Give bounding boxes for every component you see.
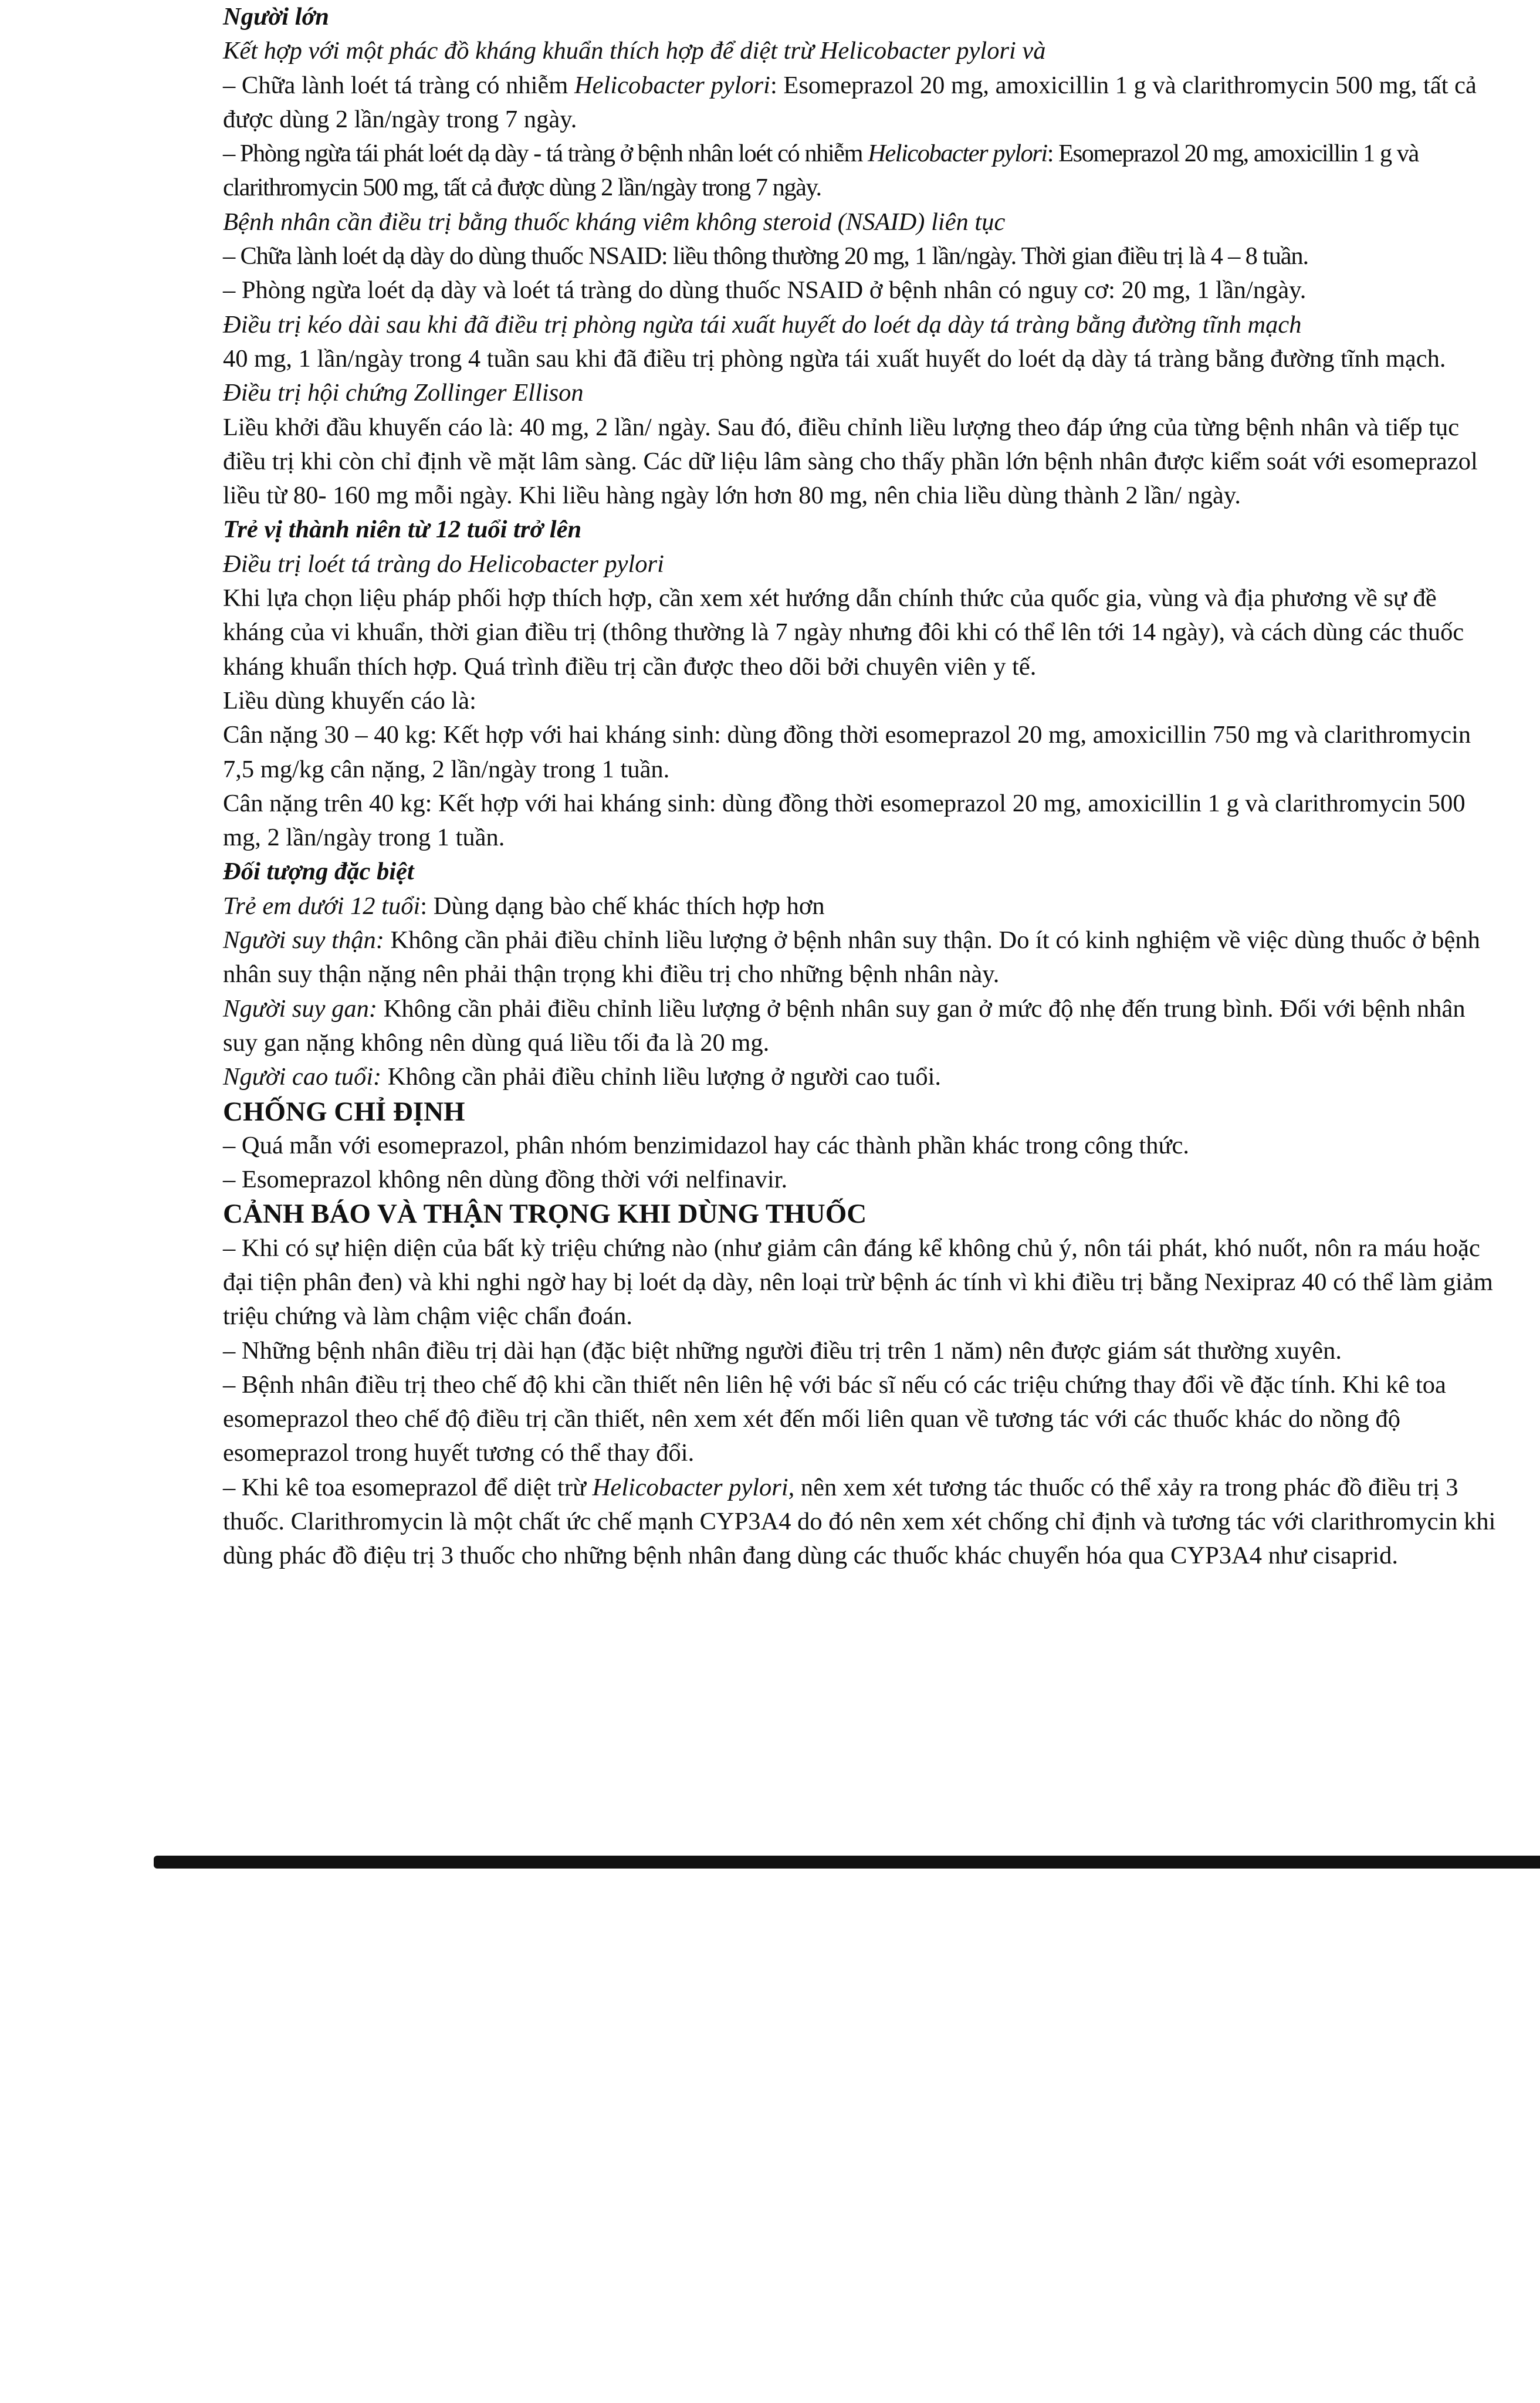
extended-treatment-heading: Điều trị kéo dài sau khi đã điều trị phòng ngừa tái xuất huyết do loét dạ dày tá tràng bằng đường tĩnh mạch — [223, 310, 1302, 339]
adolescents-subheading: Điều trị loét tá tràng do Helicobacter pylori — [223, 550, 664, 578]
page-bottom-rule — [154, 1856, 1540, 1869]
adults-intro: Kết hợp với một phác đồ kháng khuẩn thích hợp để diệt trừ Helicobacter pylori và — [223, 37, 1046, 65]
contraindications-item-1: – Quá mẫn với esomeprazol, phân nhóm benzimidazol hay các thành phần khác trong công thức. — [223, 1131, 1189, 1159]
warnings-item-1: – Khi có sự hiện diện của bất kỳ triệu chứng nào (như giảm cân đáng kể không chủ ý, nôn tái phát, khó nuốt, nôn ra máu hoặc đại tiện phân đen) và khi nghi ngờ hay bị loét dạ dày, nên loại trừ bệnh ác tính vì khi điều trị bằng Nexipraz 40 có thể làm giảm triệu chứng và làm chậm việc chẩn đoán. — [223, 1234, 1493, 1331]
section-adults-heading: Người lớn — [223, 3, 329, 31]
special-populations-heading: Đối tượng đặc biệt — [223, 858, 414, 886]
adolescents-dose-1: Cân nặng 30 – 40 kg: Kết hợp với hai kháng sinh: dùng đồng thời esomeprazol 20 mg, amoxicillin 750 mg và clarithromycin 7,5 mg/kg cân nặng, 2 lần/ngày trong 1 tuần. — [223, 721, 1471, 783]
warnings-heading: CẢNH BÁO VÀ THẬN TRỌNG KHI DÙNG THUỐC — [223, 1199, 867, 1230]
adolescents-text: Khi lựa chọn liệu pháp phối hợp thích hợp, cần xem xét hướng dẫn chính thức của quốc gia, vùng và địa phương về sự đề kháng của vi khuẩn, thời gian điều trị (thông thường là 7 ngày nhưng đôi khi có thể lên tới 14 ngày), và cách dùng các thuốc kháng khuẩn thích hợp. Quá trình điều trị cần được theo dõi bởi chuyên viên y tế. — [223, 584, 1464, 681]
contraindications-item-2: – Esomeprazol không nên dùng đồng thời với nelfinavir. — [223, 1166, 788, 1194]
zollinger-heading: Điều trị hội chứng Zollinger Ellison — [223, 379, 584, 407]
hepatic-impairment: Người suy gan: Không cần phải điều chỉnh liều lượng ở bệnh nhân suy gan ở mức độ nhẹ đến trung bình. Đối với bệnh nhân suy gan nặng không nên dùng quá liều tối đa là 20 mg. — [223, 994, 1465, 1057]
extended-treatment-text: 40 mg, 1 lần/ngày trong 4 tuần sau khi đã điều trị phòng ngừa tái xuất huyết do loét dạ dày tá tràng bằng đường tĩnh mạch. — [223, 344, 1446, 373]
adolescents-heading: Trẻ vị thành niên từ 12 tuổi trở lên — [223, 516, 582, 544]
adolescents-dose-intro: Liều dùng khuyến cáo là: — [223, 686, 476, 715]
document-body — [223, 0, 1502, 1573]
elderly: Người cao tuổi: Không cần phải điều chỉnh liều lượng ở người cao tuổi. — [223, 1063, 942, 1091]
nsaid-item-2: – Phòng ngừa loét dạ dày và loét tá tràng do dùng thuốc NSAID ở bệnh nhân có nguy cơ: 20 mg, 1 lần/ngày. — [223, 276, 1307, 304]
nsaid-item-1: – Chữa lành loét dạ dày do dùng thuốc NSAID: liều thông thường 20 mg, 1 lần/ngày. Thời gian điều trị là 4 – 8 tuần. — [223, 242, 1308, 270]
zollinger-text: Liều khởi đầu khuyến cáo là: 40 mg, 2 lần/ ngày. Sau đó, điều chỉnh liều lượng theo đáp ứng của từng bệnh nhân và tiếp tục điều trị khi còn chỉ định về mặt lâm sàng. Các dữ liệu lâm sàng cho thấy phần lớn bệnh nhân được kiểm soát với esomeprazol liều từ 80- 160 mg mỗi ngày. Khi liều hàng ngày lớn hơn 80 mg, nên chia liều dùng thành 2 lần/ ngày. — [223, 413, 1478, 510]
contraindications-heading: CHỐNG CHỈ ĐỊNH — [223, 1096, 465, 1127]
children-under-12: Trẻ em dưới 12 tuổi: Dùng dạng bào chế khác thích hợp hơn — [223, 892, 825, 920]
warnings-item-4: – Khi kê toa esomeprazol để diệt trừ Helicobacter pylori, nên xem xét tương tác thuốc có thể xảy ra trong phác đồ điều trị 3 thuốc. Clarithromycin là một chất ức chế mạnh CYP3A4 do đó nên xem xét chống chỉ định và tương tác với clarithromycin khi dùng phác đồ điệu trị 3 thuốc cho những bệnh nhân đang dùng các thuốc khác chuyển hóa qua CYP3A4 như cisaprid. — [223, 1473, 1496, 1570]
warnings-item-3: – Bệnh nhân điều trị theo chế độ khi cần thiết nên liên hệ với bác sĩ nếu có các triệu chứng thay đổi về đặc tính. Khi kê toa esomeprazol theo chế độ điều trị cần thiết, nên xem xét đến mối liên quan về tương tác với các thuốc khác do nồng độ esomeprazol trong huyết tương có thể thay đổi. — [223, 1370, 1446, 1467]
adults-item-2: – Phòng ngừa tái phát loét dạ dày - tá tràng ở bệnh nhân loét có nhiễm Helicobacter pylori: Esomeprazol 20 mg, amoxicillin 1 g và clarithromycin 500 mg, tất cả được dùng 2 lần/ngày trong 7 ngày. — [223, 140, 1419, 202]
nsaid-heading: Bệnh nhân cần điều trị bằng thuốc kháng viêm không steroid (NSAID) liên tục — [223, 208, 1006, 236]
adolescents-dose-2: Cân nặng trên 40 kg: Kết hợp với hai kháng sinh: dùng đồng thời esomeprazol 20 mg, amoxicillin 1 g và clarithromycin 500 mg, 2 lần/ngày trong 1 tuần. — [223, 789, 1465, 852]
renal-impairment: Người suy thận: Không cần phải điều chỉnh liều lượng ở bệnh nhân suy thận. Do ít có kinh nghiệm về việc dùng thuốc ở bệnh nhân suy thận nặng nên phải thận trọng khi điều trị cho những bệnh nhân này. — [223, 926, 1480, 989]
warnings-item-2: – Những bệnh nhân điều trị dài hạn (đặc biệt những người điều trị trên 1 năm) nên được giám sát thường xuyên. — [223, 1336, 1342, 1365]
adults-item-1: – Chữa lành loét tá tràng có nhiễm Helicobacter pylori: Esomeprazol 20 mg, amoxicillin 1 g và clarithromycin 500 mg, tất cả được dùng 2 lần/ngày trong 7 ngày. — [223, 71, 1477, 133]
